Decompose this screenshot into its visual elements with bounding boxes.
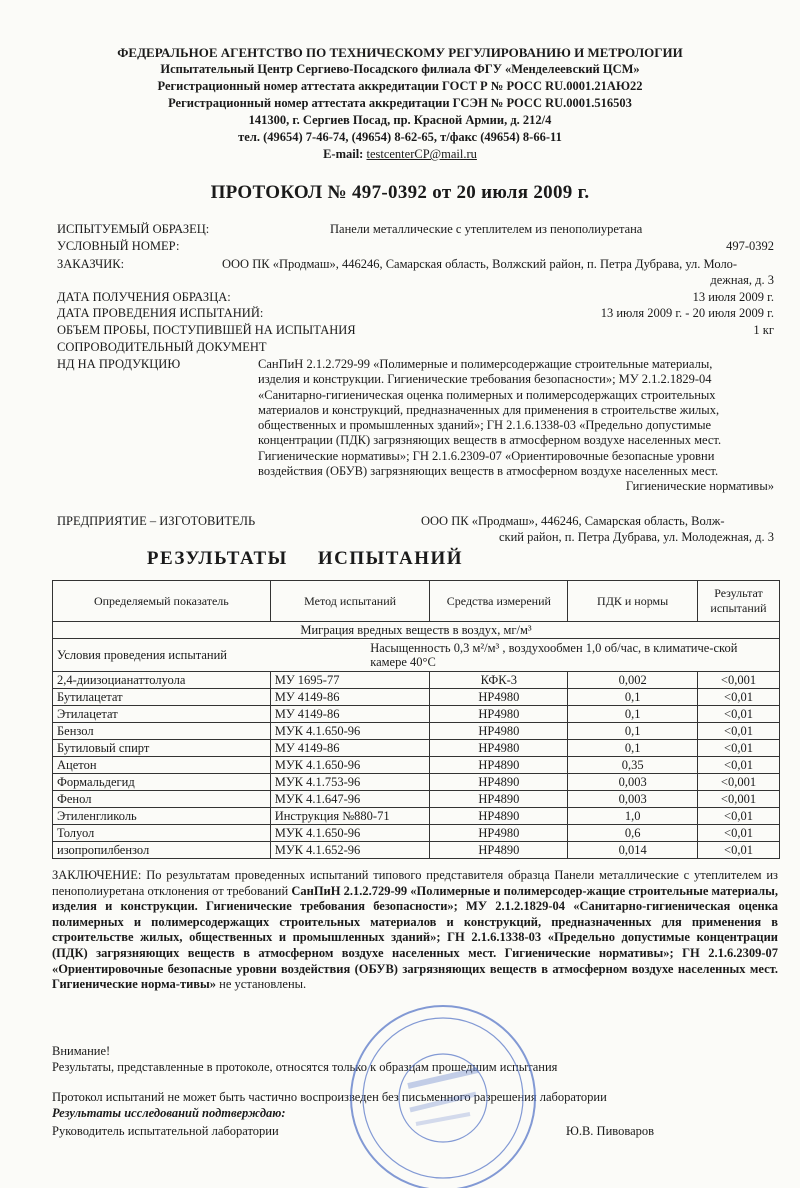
row-method: МУ 4149-86: [270, 689, 430, 706]
conditions-row: [53, 639, 780, 672]
row-result: <0,01: [698, 825, 780, 842]
row-norm: 0,003: [568, 774, 698, 791]
row-indicator: изопропилбензол: [53, 842, 271, 859]
row-norm: 1,0: [568, 808, 698, 825]
row-method: МУ 1695-77: [270, 672, 430, 689]
conclusion: [52, 868, 778, 993]
row-indicator: Бутилацетат: [53, 689, 271, 706]
header-norm: ПДК и нормы: [568, 581, 698, 622]
email-link[interactable]: testcenterCP@mail.ru: [366, 147, 477, 161]
row-norm: 0,1: [568, 689, 698, 706]
row-method: МУК 4.1.650-96: [270, 757, 430, 774]
row-instrument: КФК-3: [430, 672, 568, 689]
number-label: УСЛОВНЫЙ НОМЕР:: [57, 239, 180, 253]
migration-row: [53, 622, 780, 639]
row-instrument: НР4890: [430, 808, 568, 825]
header-indicator: Определяемый показатель: [53, 581, 271, 622]
conclusion-end: не установлены.: [216, 977, 307, 992]
doc-label: СОПРОВОДИТЕЛЬНЫЙ ДОКУМЕНТ: [57, 340, 267, 354]
row-instrument: НР4980: [430, 825, 568, 842]
header-method: Метод испытаний: [270, 581, 430, 622]
migration-cell: Миграция вредных веществ в воздух, мг/м³: [53, 622, 780, 639]
header-address: 141300, г. Сергиев Посад, пр. Красной Армии, д. 212/4: [248, 113, 552, 127]
nd-label: НД НА ПРОДУКЦИЮ: [57, 357, 181, 371]
row-indicator: Этилацетат: [53, 706, 271, 723]
results-title-b: ИСПЫТАНИЙ: [317, 548, 464, 569]
row-result: <0,01: [698, 723, 780, 740]
row-norm: 0,1: [568, 740, 698, 757]
row-result: <0,01: [698, 808, 780, 825]
document-header: [0, 44, 800, 163]
nd-line-last: Гигиенические нормативы»: [625, 479, 774, 494]
volume-value: 1 кг: [753, 323, 774, 337]
table-row: [53, 757, 780, 774]
nd-line: концентрации (ПДК) загрязняющих веществ в атмосферном воздухе населенных мест.: [258, 433, 722, 448]
header-accreditation-2: Регистрационный номер аттестата аккредитации ГСЭН № РОСС RU.0001.516503: [168, 96, 632, 110]
row-indicator: Фенол: [53, 791, 271, 808]
head-label: Руководитель испытательной лаборатории: [52, 1124, 279, 1138]
table-row: [53, 723, 780, 740]
row-result: <0,001: [698, 774, 780, 791]
row-instrument: НР4890: [430, 842, 568, 859]
row-instrument: НР4890: [430, 757, 568, 774]
row-result: <0,001: [698, 672, 780, 689]
row-result: <0,01: [698, 757, 780, 774]
number-value: 497-0392: [726, 239, 774, 253]
confirm-label: Результаты исследований подтверждаю:: [52, 1106, 286, 1120]
results-title-a: РЕЗУЛЬТАТЫ: [146, 548, 288, 569]
nd-line: «Санитарно-гигиеническая оценка полимерных и полимерсодержащих строительных: [258, 387, 716, 402]
row-indicator: 2,4-диизоцианаттолуола: [53, 672, 271, 689]
table-row: [53, 672, 780, 689]
row-instrument: НР4980: [430, 723, 568, 740]
volume-label: ОБЪЕМ ПРОБЫ, ПОСТУПИВШЕЙ НА ИСПЫТАНИЯ: [57, 323, 356, 337]
row-norm: 0,1: [568, 723, 698, 740]
customer-value-1: ООО ПК «Продмаш», 446246, Самарская область, Волжский район, п. Петра Дубрава, ул. Моло-: [222, 257, 738, 271]
nd-value: [258, 357, 774, 495]
table-row: [53, 808, 780, 825]
attention-text: Результаты, представленные в протоколе, относятся только к образцам прошедшим испытания: [52, 1060, 558, 1074]
header-phones: тел. (49654) 7-46-74, (49654) 8-62-65, т/факс (49654) 8-66-11: [238, 130, 562, 144]
protocol-title: ПРОТОКОЛ № 497-0392 от 20 июля 2009 г.: [210, 182, 590, 203]
row-method: МУК 4.1.753-96: [270, 774, 430, 791]
row-indicator: Толуол: [53, 825, 271, 842]
results-table: [52, 580, 780, 859]
results-title: [0, 548, 640, 570]
header-accreditation-1: Регистрационный номер аттестата аккредитации ГОСТ Р № РОСС RU.0001.21АЮ22: [157, 79, 643, 93]
conclusion-intro: ЗАКЛЮЧЕНИЕ: По результатам проведенных испытаний типового представителя образца Панели металлические с утеплителем из пенополиуретана отклонения от требований: [52, 868, 778, 898]
row-instrument: НР4890: [430, 791, 568, 808]
row-norm: 0,35: [568, 757, 698, 774]
row-result: <0,01: [698, 689, 780, 706]
row-indicator: Формальдегид: [53, 774, 271, 791]
header-agency: ФЕДЕРАЛЬНОЕ АГЕНТСТВО ПО ТЕХНИЧЕСКОМУ РЕГУЛИРОВАНИЮ И МЕТРОЛОГИИ: [117, 45, 683, 60]
head-name: Ю.В. Пивоваров: [566, 1124, 655, 1138]
attention-heading: Внимание!: [52, 1044, 111, 1058]
copy-restriction: Протокол испытаний не может быть частично воспроизведен без письменного разрешения лаборатории: [52, 1090, 607, 1104]
nd-line: СанПиН 2.1.2.729-99 «Полимерные и полимерсодержащие строительные материалы,: [258, 357, 713, 371]
conclusion-standards: СанПиН 2.1.2.729-99 «Полимерные и полимерсодер-жащие строительные материалы, изделия и конструкции. Гигиенические требования безопасности»; МУ 2.1.2.1829-04 «Санитарно-гигиеническая оценка полимерных и полимерсодержащих строительных материалов и конструкций, предназначенных для применения в строительстве жилых, общественных и промышленных зданий»; ГН 2.1.6.1338-03 «Предельно допустимые концентрации (ПДК) загрязняющих веществ в атмосферном воздухе населенных мест. Гигиенические нормативы»; ГН 2.1.6.2309-07 «Ориентировочные безопасные уровни воздействия (ОБУВ) загрязняющих веществ в атмосферном воздухе населенных мест. Гигиенические норма-тивы»: [52, 883, 778, 992]
row-instrument: НР4980: [430, 689, 568, 706]
row-method: МУ 4149-86: [270, 706, 430, 723]
conditions-value: Насыщенность 0,3 м²/м³ , воздухообмен 1,0 об/час, в климатиче-ской камере 40°С: [270, 639, 779, 672]
header-result: Результат испытаний: [698, 581, 780, 622]
nd-line: материалов и конструкций, предназначенных для применения в строительстве жилых,: [258, 402, 720, 417]
testing-label: ДАТА ПРОВЕДЕНИЯ ИСПЫТАНИЙ:: [57, 306, 264, 320]
row-norm: 0,003: [568, 791, 698, 808]
table-row: [53, 791, 780, 808]
nd-line: изделия и конструкции. Гигиенические требования безопасности»; МУ 2.1.2.1829-04: [258, 372, 712, 387]
table-row: [53, 842, 780, 859]
header-instrument: Средства измерений: [430, 581, 568, 622]
maker-label: ПРЕДПРИЯТИЕ – ИЗГОТОВИТЕЛЬ: [57, 514, 256, 528]
nd-line: воздействия (ОБУВ) загрязняющих веществ в атмосферном воздухе населенных мест.: [258, 464, 719, 479]
testing-value: 13 июля 2009 г. - 20 июля 2009 г.: [600, 306, 774, 320]
sample-label: ИСПЫТУЕМЫЙ ОБРАЗЕЦ:: [57, 222, 210, 236]
row-method: МУК 4.1.650-96: [270, 825, 430, 842]
table-row: [53, 740, 780, 757]
maker-value-2: ский район, п. Петра Дубрава, ул. Молодежная, д. 3: [498, 530, 774, 544]
row-method: МУ 4149-86: [270, 740, 430, 757]
table-row: [53, 689, 780, 706]
row-norm: 0,002: [568, 672, 698, 689]
table-row: [53, 706, 780, 723]
row-method: МУК 4.1.652-96: [270, 842, 430, 859]
header-email: [0, 146, 800, 163]
row-instrument: НР4980: [430, 706, 568, 723]
email-label: E-mail:: [323, 147, 367, 161]
conditions-label: Условия проведения испытаний: [53, 639, 271, 672]
row-result: <0,001: [698, 791, 780, 808]
row-instrument: НР4890: [430, 774, 568, 791]
row-method: МУК 4.1.647-96: [270, 791, 430, 808]
customer-value-2: дежная, д. 3: [710, 273, 774, 287]
row-method: Инструкция №880-71: [270, 808, 430, 825]
nd-line: общественных и промышленных зданий»; ГН 2.1.6.1338-03 «Предельно допустимые: [258, 418, 712, 433]
row-indicator: Ацетон: [53, 757, 271, 774]
row-norm: 0,6: [568, 825, 698, 842]
nd-line: Гигиенические нормативы»; ГН 2.1.6.2309-07 «Ориентировочные безопасные уровни: [258, 448, 715, 463]
maker-value-1: ООО ПК «Продмаш», 446246, Самарская область, Волж-: [421, 514, 725, 528]
table-header-row: [53, 581, 780, 622]
table-row: [53, 774, 780, 791]
row-instrument: НР4980: [430, 740, 568, 757]
table-row: [53, 825, 780, 842]
row-norm: 0,1: [568, 706, 698, 723]
header-center: Испытательный Центр Сергиево-Посадского филиала ФГУ «Менделеевский ЦСМ»: [160, 62, 640, 76]
row-result: <0,01: [698, 740, 780, 757]
received-label: ДАТА ПОЛУЧЕНИЯ ОБРАЗЦА:: [57, 290, 231, 304]
row-indicator: Этиленгликоль: [53, 808, 271, 825]
customer-label: ЗАКАЗЧИК:: [57, 257, 125, 271]
row-result: <0,01: [698, 706, 780, 723]
received-value: 13 июля 2009 г.: [692, 290, 774, 304]
sample-value: Панели металлические с утеплителем из пенополиуретана: [330, 222, 643, 236]
row-norm: 0,014: [568, 842, 698, 859]
row-method: МУК 4.1.650-96: [270, 723, 430, 740]
row-indicator: Бутиловый спирт: [53, 740, 271, 757]
row-result: <0,01: [698, 842, 780, 859]
result-rows: [53, 672, 780, 859]
row-indicator: Бензол: [53, 723, 271, 740]
